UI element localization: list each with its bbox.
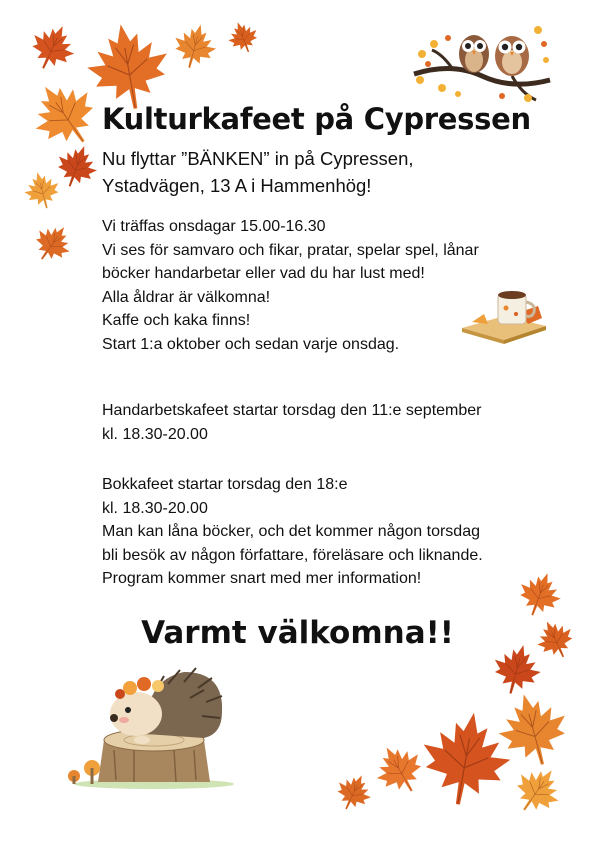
intro-block [102,215,479,357]
closing-greeting: Varmt välkomna!! [141,615,454,651]
coffee-cup-icon [458,284,550,346]
body-line: Alla åldrar är välkomna! [102,288,271,306]
hedgehog-icon [64,650,242,790]
body-line: böcker handarbetar eller vad du har lust med! [102,265,425,283]
maple-leaf-icon [221,15,265,59]
body-line: Kaffe och kaka finns! [102,312,251,330]
page-title: Kulturkafeet på Cypressen [102,102,531,136]
body-line: kl. 18.30-20.00 [102,499,208,517]
body-line: Program kommer snart med mer information! [102,570,422,588]
body-line: kl. 18.30-20.00 [102,425,208,443]
subtitle-line: Ystadvägen, 13 A i Hammenhög! [102,175,372,196]
body-line: Vi ses för samvaro och fikar, pratar, spelar spel, lånar [102,241,479,259]
handcraft-block [102,399,481,446]
body-line: Vi träffas onsdagar 15.00-16.30 [102,218,326,235]
subtitle-line: Nu flyttar ”BÄNKEN” in på Cypressen, [102,148,414,169]
body-line: Bokkafeet startar torsdag den 18:e [102,476,348,493]
maple-leaf-icon [24,214,82,272]
book-cafe-block [102,473,483,591]
body-line: Man kan låna böcker, och det kommer någon torsdag [102,523,480,541]
body-line: Handarbetskafeet startar torsdag den 11:e september [102,402,482,419]
owls-on-branch-icon [412,14,552,106]
body-line: Start 1:a oktober och sedan varje onsdag. [102,335,400,353]
body-line: bli besök av någon författare, föreläsare och liknande. [102,546,483,564]
subtitle [102,145,414,199]
